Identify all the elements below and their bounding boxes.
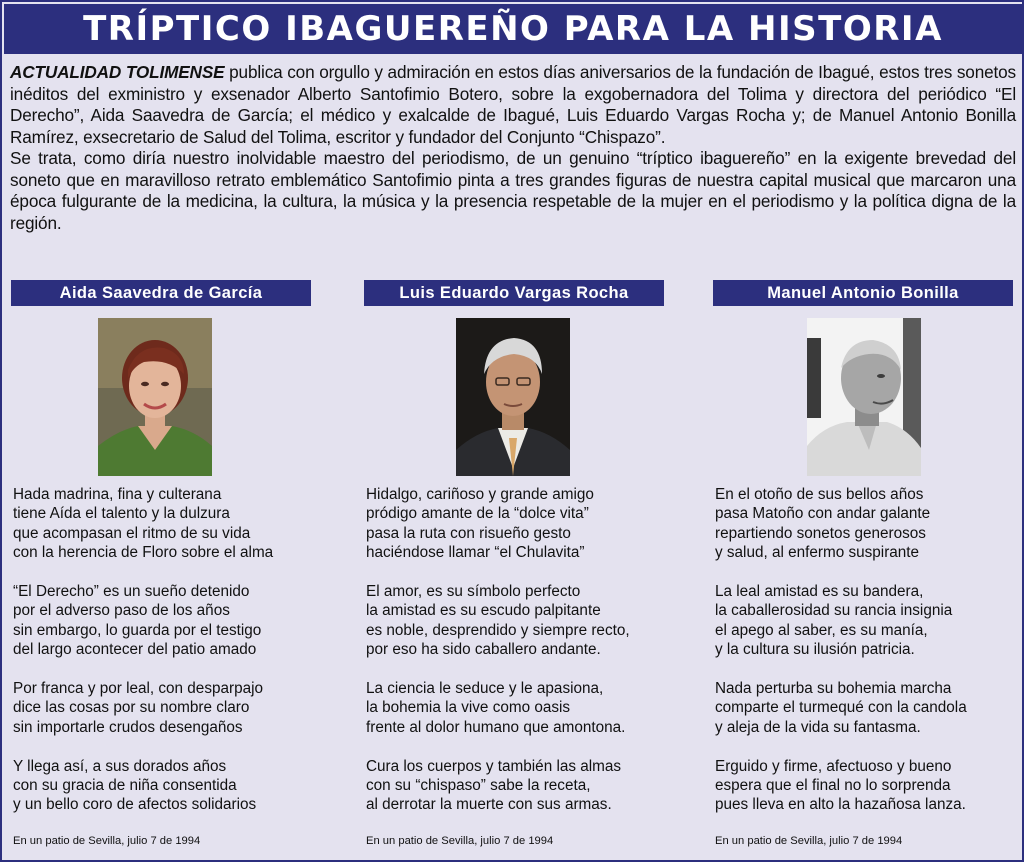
poem-line: Y llega así, a sus dorados años: [13, 757, 227, 775]
poem-line: Cura los cuerpos y también las almas: [366, 757, 622, 775]
portrait-photo-luis: [456, 318, 570, 476]
poem-line: la caballerosidad su rancia insignia: [715, 602, 953, 620]
poem-line: La ciencia le seduce y le apasiona,: [366, 680, 604, 698]
portrait-photo-manuel: [807, 318, 921, 476]
poem-line: y un bello coro de afectos solidarios: [13, 796, 257, 814]
portrait-photo-aida: [98, 318, 212, 476]
poem-line: Hidalgo, cariñoso y grande amigo: [366, 486, 594, 503]
intro-paragraph-1-rest: publica con orgullo y admiración en estos días aniversarios de la fundación de Ibagué, estos tres sonetos inéditos del exministro y exsenador Alberto Santofimio Botero, sobre la exgobernadora del Tolima y directora del periódico “El Derecho”, Aida Saavedra de García; el médico y exalcalde de Ibagué, Luis Eduardo Vargas Rocha y; de Manuel Antonio Bonilla Ramírez, exsecretario de Salud del Tolima, escritor y fundador del Conjunto “Chispazo”.: [10, 62, 1016, 147]
poem-line: repartiendo sonetos generosos: [715, 524, 926, 542]
poem-line: con su gracia de niña consentida: [13, 777, 237, 795]
poem-line: En el otoño de sus bellos años: [715, 486, 924, 503]
stanza: [366, 485, 686, 563]
stanza: [715, 757, 1024, 815]
poem-line: el apego al saber, es su manía,: [715, 621, 928, 639]
portrait-aida-illustration: [98, 318, 212, 476]
stanza: [366, 679, 686, 737]
stanza: [13, 757, 333, 815]
poem-line: sin embargo, lo guarda por el testigo: [13, 621, 262, 639]
intro-lead: ACTUALIDAD TOLIMENSE: [10, 62, 225, 82]
poem-line: comparte el turmequé con la candola: [715, 699, 967, 717]
poem-line: y aleja de la vida su fantasma.: [715, 718, 921, 736]
stanza: [715, 485, 1024, 563]
sonnet-aida: [13, 485, 333, 815]
poem-line: la amistad es su escudo palpitante: [366, 602, 601, 620]
poem-line: Hada madrina, fina y culterana: [13, 486, 222, 503]
poem-line: Nada perturba su bohemia marcha: [715, 680, 952, 698]
intro-paragraph-2: Se trata, como diría nuestro inolvidable maestro del periodismo, de un genuino “tríptico ibaguereño” en la exigente brevedad del soneto que en maravilloso retrato emblemático Santofimio pinta a tres grandes figuras de nuestra capital musical que marcaron una época fulgurante de la medicina, la cultura, la música y la presencia respetable de la mujer en el periodismo y la política digna de la región.: [10, 148, 1016, 233]
intro-text: [10, 62, 1016, 234]
signature-manuel: En un patio de Sevilla, julio 7 de 1994: [715, 835, 903, 847]
poem-line: sin importarle crudos desengaños: [13, 718, 243, 736]
poem-line: por el adverso paso de los años: [13, 602, 230, 620]
page-title: TRÍPTICO IBAGUEREÑO PARA LA HISTORIA: [4, 4, 1022, 54]
poem-line: espera que el final no lo sorprenda: [715, 777, 951, 795]
signature-luis: En un patio de Sevilla, julio 7 de 1994: [366, 835, 554, 847]
sonnet-column-luis: [364, 280, 684, 847]
poem-line: Por franca y por leal, con desparpajo: [13, 680, 263, 698]
poem-line: pasa Matoño con andar galante: [715, 505, 931, 523]
intro-paragraph-1: [10, 62, 1016, 148]
poem-line: pasa la ruta con risueño gesto: [366, 524, 571, 542]
poem-line: pues lleva en alto la hazañosa lanza.: [715, 796, 966, 814]
poem-line: por eso ha sido caballero andante.: [366, 641, 601, 659]
stanza: [13, 679, 333, 737]
stanza: [366, 582, 686, 660]
poem-line: con la herencia de Floro sobre el alma: [13, 544, 274, 562]
poem-line: que acompasan el ritmo de su vida: [13, 524, 251, 542]
stanza: [715, 582, 1024, 660]
poem-line: tiene Aída el talento y la dulzura: [13, 505, 230, 523]
stanza: [366, 757, 686, 815]
poem-line: frente al dolor humano que amontona.: [366, 718, 626, 736]
poem-line: al derrotar la muerte con sus armas.: [366, 796, 612, 814]
poem-line: y la cultura su ilusión patricia.: [715, 641, 915, 659]
poem-line: pródigo amante de la “dolce vita”: [366, 505, 589, 523]
poem-line: es noble, desprendido y siempre recto,: [366, 621, 630, 639]
sonnet-manuel: [715, 485, 1024, 815]
poem-line: dice las cosas por su nombre claro: [13, 699, 250, 717]
stanza: [715, 679, 1024, 737]
stanza: [13, 582, 333, 660]
sonnet-column-aida: [11, 280, 331, 847]
poem-line: haciéndose llamar “el Chulavita”: [366, 544, 585, 562]
poem-line: del largo acontecer del patio amado: [13, 641, 257, 659]
portrait-manuel-illustration: [807, 318, 921, 476]
name-bar-manuel: Manuel Antonio Bonilla: [713, 280, 1013, 306]
name-bar-aida: Aida Saavedra de García: [11, 280, 311, 306]
sonnet-column-manuel: [713, 280, 1024, 847]
poem-line: “El Derecho” es un sueño detenido: [13, 583, 250, 601]
signature-aida: En un patio de Sevilla, julio 7 de 1994: [13, 835, 201, 847]
poem-line: con su “chispaso” sabe la receta,: [366, 777, 591, 795]
sonnet-luis: [366, 485, 686, 815]
poem-line: El amor, es su símbolo perfecto: [366, 583, 581, 601]
stanza: [13, 485, 333, 563]
poem-line: y salud, al enfermo suspirante: [715, 544, 920, 562]
portrait-luis-illustration: [456, 318, 570, 476]
poem-line: Erguido y firme, afectuoso y bueno: [715, 757, 952, 775]
name-bar-luis: Luis Eduardo Vargas Rocha: [364, 280, 664, 306]
poem-line: La leal amistad es su bandera,: [715, 583, 924, 601]
poem-line: la bohemia la vive como oasis: [366, 699, 571, 717]
